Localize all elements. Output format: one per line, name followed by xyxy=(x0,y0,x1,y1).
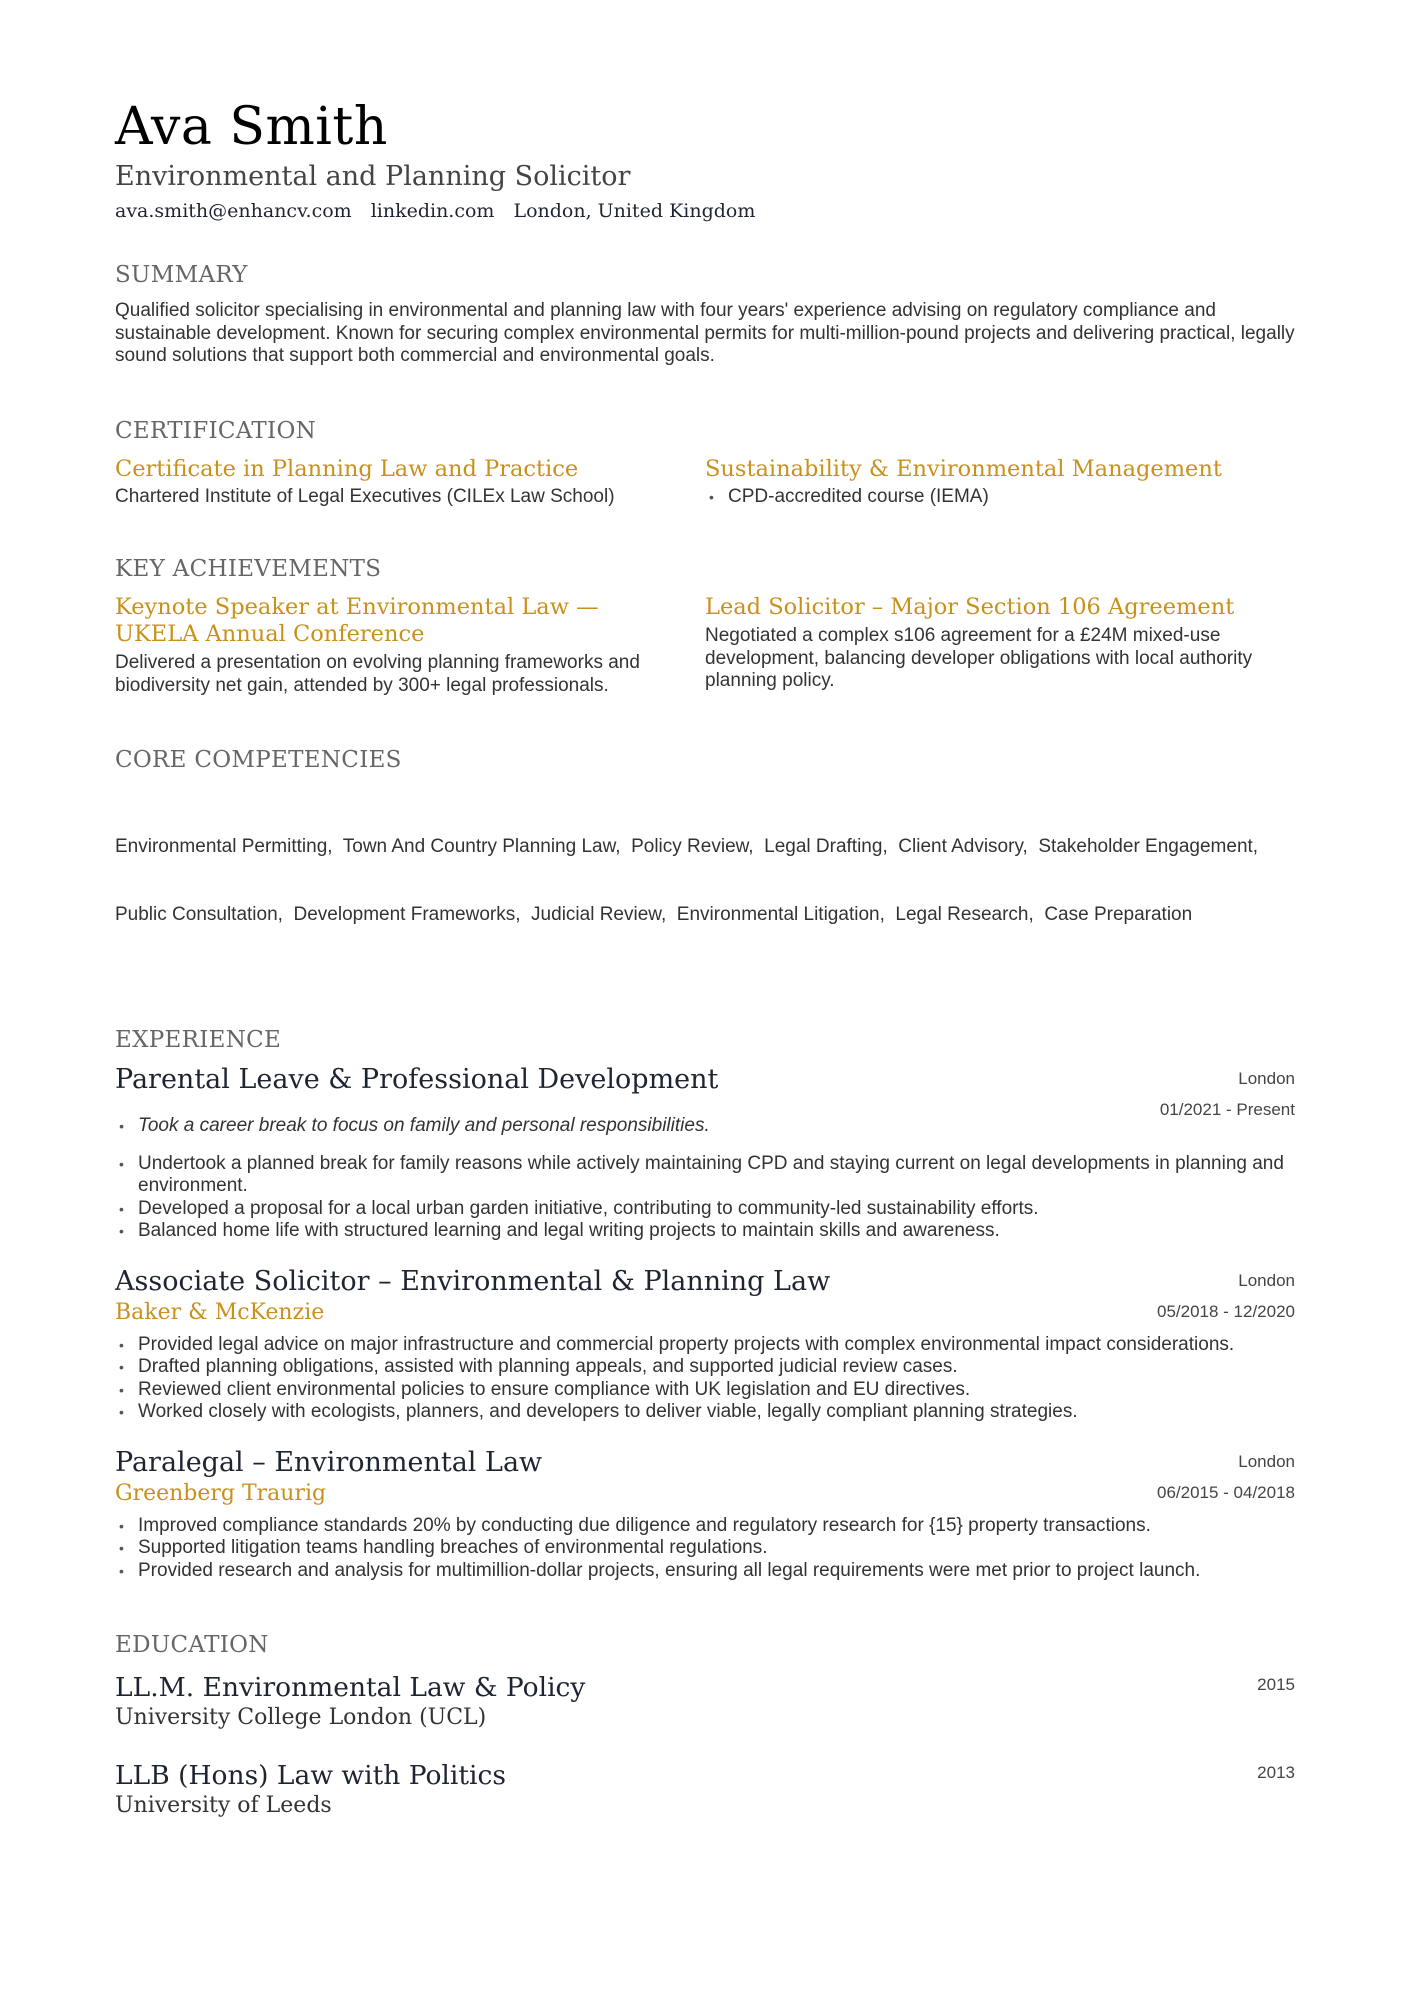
list-item: • Supported litigation teams handling breaches of environmental regulations. xyxy=(115,1537,1295,1560)
section-heading: EDUCATION xyxy=(115,1632,269,1658)
experience-entry xyxy=(115,1063,1295,1243)
job-dates: 05/2018 - 12/2020 xyxy=(1156,1301,1295,1321)
education-school: University College London (UCL) xyxy=(115,1705,487,1730)
certification-section xyxy=(115,416,1295,509)
list-item: • Undertook a planned break for family reasons while actively maintaining CPD and staying current on legal developments in planning and environment. xyxy=(115,1153,1295,1198)
certification-detail: Chartered Institute of Legal Executives (CILEx Law School) xyxy=(115,485,615,507)
list-item: • Provided legal advice on major infrastructure and commercial property projects with complex environmental impact considerations. xyxy=(115,1334,1295,1357)
candidate-title: Environmental and Planning Solicitor xyxy=(115,161,631,192)
job-dates: 06/2015 - 04/2018 xyxy=(1156,1482,1295,1502)
achievement-title: Lead Solicitor – Major Section 106 Agreement xyxy=(705,594,1235,620)
job-location: London xyxy=(1238,1069,1295,1088)
competencies-section xyxy=(115,745,1295,971)
job-location: London xyxy=(1238,1270,1295,1290)
list-item: • Took a career break to focus on family and personal responsibilities. xyxy=(115,1115,1295,1138)
resume-header xyxy=(115,96,1295,226)
section-heading: SUMMARY xyxy=(115,262,248,288)
education-entry xyxy=(115,1760,1295,1820)
experience-entry xyxy=(115,1446,1295,1583)
job-location: London xyxy=(1238,1451,1295,1471)
achievement-title: Keynote Speaker at Environmental Law — UKELA Annual Conference xyxy=(115,594,599,647)
job-meta xyxy=(1157,1446,1295,1508)
certification-item xyxy=(115,456,705,509)
list-item: • CPD-accredited course (IEMA) xyxy=(705,486,1265,509)
contact-row xyxy=(115,196,1295,226)
education-entry xyxy=(115,1672,1295,1732)
job-dates: 01/2021 - Present xyxy=(1159,1100,1295,1119)
achievement-item xyxy=(705,594,1295,697)
competency-line: Public Consultation, Development Frameworks, Judicial Review, Environmental Litigation, Legal Research, Case Preparation xyxy=(115,903,1193,925)
education-section xyxy=(115,1630,1295,1820)
list-item: • Balanced home life with structured learning and legal writing projects to maintain skills and awareness. xyxy=(115,1220,1295,1243)
job-role: Parental Leave & Professional Development xyxy=(115,1064,719,1095)
education-degree: LLB (Hons) Law with Politics xyxy=(115,1760,506,1791)
list-item: • Improved compliance standards 20% by conducting due diligence and regulatory research for {15} property transactions. xyxy=(115,1515,1295,1538)
achievement-item xyxy=(115,594,705,697)
education-school: University of Leeds xyxy=(115,1793,332,1818)
section-heading: CERTIFICATION xyxy=(115,417,317,444)
list-item: • Worked closely with ecologists, planners, and developers to deliver viable, legally compliant planning strategies. xyxy=(115,1401,1295,1424)
section-heading: KEY ACHIEVEMENTS xyxy=(115,556,382,582)
job-company: Baker & McKenzie xyxy=(115,1299,325,1325)
list-item: • Developed a proposal for a local urban garden initiative, contributing to community-led sustainability efforts. xyxy=(115,1198,1295,1221)
competency-line: Environmental Permitting, Town And Country Planning Law, Policy Review, Legal Drafting, Client Advisory, Stakeholder Engagement, xyxy=(115,836,1259,857)
experience-section xyxy=(115,1025,1295,1582)
achievements-section xyxy=(115,554,1295,697)
list-item: • Reviewed client environmental policies to ensure compliance with UK legislation and EU directives. xyxy=(115,1379,1295,1402)
experience-entry xyxy=(115,1265,1295,1424)
list-item: • Drafted planning obligations, assisted with planning appeals, and supported judicial review cases. xyxy=(115,1356,1295,1379)
competency-list xyxy=(115,791,1295,971)
education-year: 2013 xyxy=(1257,1763,1295,1782)
job-meta xyxy=(1157,1265,1295,1327)
certification-title: Certificate in Planning Law and Practice xyxy=(115,455,579,482)
list-item: • Provided research and analysis for multimillion-dollar projects, ensuring all legal requirements were met prior to project launch. xyxy=(115,1560,1295,1583)
job-role: Associate Solicitor – Environmental & Planning Law xyxy=(115,1265,831,1297)
summary-text: Qualified solicitor specialising in environmental and planning law with four years' experience advising on regulatory compliance and sustainable development. Known for securing complex environmental permits for multi-million-pound projects and delivering practical, legally sound solutions that support both commercial and environmental goals. xyxy=(115,300,1295,366)
certification-title: Sustainability & Environmental Management xyxy=(705,455,1222,482)
education-year: 2015 xyxy=(1257,1675,1295,1694)
summary-section xyxy=(115,260,1295,368)
achievement-detail: Delivered a presentation on evolving planning frameworks and biodiversity net gain, attended by 300+ legal professionals. xyxy=(115,652,640,696)
education-degree: LL.M. Environmental Law & Policy xyxy=(115,1672,586,1703)
section-heading: EXPERIENCE xyxy=(115,1027,282,1053)
certification-item xyxy=(705,456,1295,509)
contact-email[interactable]: ava.smith@enhancv.com xyxy=(115,200,352,222)
contact-linkedin[interactable]: linkedin.com xyxy=(370,200,495,222)
job-role: Paralegal – Environmental Law xyxy=(115,1446,543,1478)
candidate-name: Ava Smith xyxy=(115,97,388,157)
achievement-detail: Negotiated a complex s106 agreement for a £24M mixed-use development, balancing developer obligations with local authority planning policy. xyxy=(705,625,1253,691)
contact-location: London, United Kingdom xyxy=(513,200,756,222)
job-company: Greenberg Traurig xyxy=(115,1480,327,1506)
section-heading: CORE COMPETENCIES xyxy=(115,747,402,773)
